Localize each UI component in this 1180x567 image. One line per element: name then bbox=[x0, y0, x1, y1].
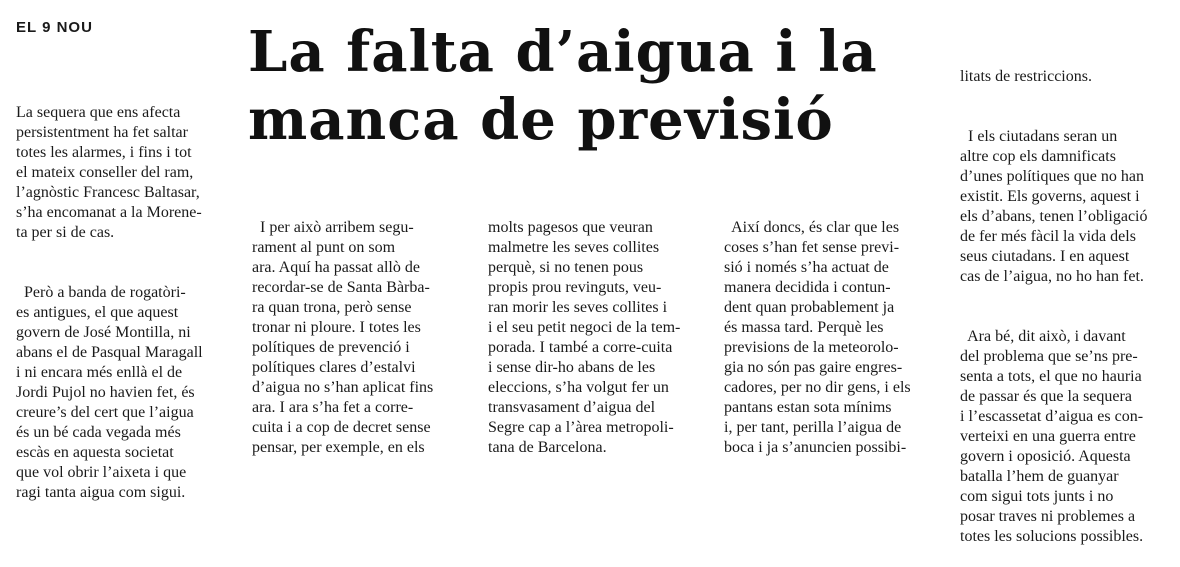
paragraph: molts pagesos que veuran malmetre les seves collites perquè, si no tenen pous propis prou revinguts, veu- ran morir les seves collites i i el seu petit negoci de la tem- porada. I també a corre-cuita i sense dir-ho abans de les eleccions, s’ha volgut fer un transvasament d’aigua del Segre cap a l’àrea metropoli- tana de Barcelona. bbox=[488, 219, 681, 456]
headline-line-1: La falta d’aigua i la bbox=[248, 19, 878, 85]
article-column-1 bbox=[16, 63, 203, 523]
paragraph: litats de restriccions. bbox=[960, 68, 1092, 85]
article-column-2 bbox=[252, 178, 433, 478]
article-column-4 bbox=[724, 178, 911, 478]
article-column-5 bbox=[960, 27, 1148, 567]
paragraph: Però a banda de rogatòri- es antigues, el que aquest govern de José Montilla, ni abans el de Pasqual Maragall i ni encara més enllà el de Jordi Pujol no havien fet, és creure’s del cert que l’aigua és un bé cada vegada més escàs en aquesta societat que vol obrir l’aixeta i que ragi tanta aigua com sigui. bbox=[16, 284, 203, 501]
article-column-3 bbox=[488, 178, 680, 478]
paragraph: I per això arribem segu- rament al punt on som ara. Aquí ha passat allò de recordar-se de Santa Bàrba- ra quan trona, però sense tronar ni ploure. I totes les polítiques de prevenció i polítiques clares d’estalvi d’aigua no s’han aplicat fins ara. I ara s’ha fet a corre- cuita i a cop de decret sense pensar, per exemple, en els bbox=[252, 219, 434, 456]
paragraph: Així doncs, és clar que les coses s’han fet sense previ- sió i només s’ha actuat de manera decidida i contun- dent quan probablement ja és massa tard. Perquè les previsions de la meteorolo- gia no són pas gaire engres- cadores, per no dir gens, i els pantans estan sota mínims i, per tant, perilla l’aigua de boca i ja s’anuncien possibi- bbox=[724, 219, 911, 456]
headline bbox=[248, 18, 948, 154]
headline-line-2: manca de previsió bbox=[248, 87, 834, 153]
paragraph: I els ciutadans seran un altre cop els damnificats d’unes polítiques que no han existit. Els governs, aquest i els d’abans, tenen l’obligació de fer més fàcil la vida dels seus ciutadans. I en aquest cas de l’aigua, no ho han fet. bbox=[960, 128, 1148, 285]
section-tag: EL 9 NOU bbox=[16, 19, 93, 36]
paragraph: Ara bé, dit això, i davant del problema que se’ns pre- senta a tots, el que no hauria de passar és que la sequera i l’escassetat d’aigua es con- verteixi en una guerra entre govern i oposició. Aquesta batalla l’hem de guanyar com sigui tots junts i no posar traves ni problemes a totes les solucions possibles. bbox=[960, 328, 1144, 545]
paragraph: La sequera que ens afecta persistentment ha fet saltar totes les alarmes, i fins i tot el mateix conseller del ram, l’agnòstic Francesc Baltasar, s’ha encomanat a la Morene- ta per si de cas. bbox=[16, 104, 202, 241]
